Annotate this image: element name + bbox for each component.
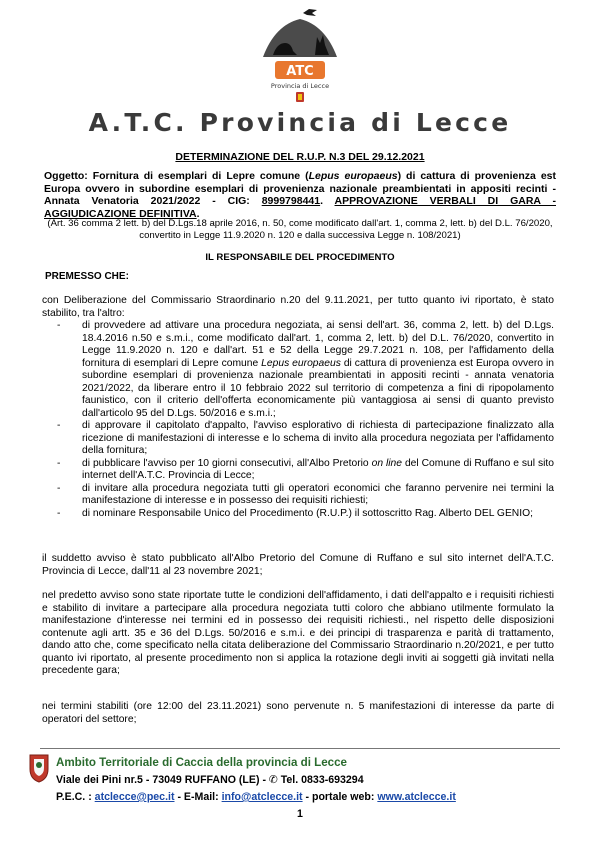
list-item: - di invitare alla procedura negoziata tutti gli operatori economici che faranno pervenire nei termini la manifestazione di interesse e in possesso dei requisiti richiesti; bbox=[57, 482, 554, 506]
footer-org-name: Ambito Territoriale di Caccia della provincia di Lecce bbox=[56, 756, 348, 769]
logo-subtitle: Provincia di Lecce bbox=[270, 82, 330, 90]
resolution-list bbox=[42, 320, 554, 520]
responsabile-heading: IL RESPONSABILE DEL PROCEDIMENTO bbox=[205, 252, 395, 263]
bird-icon bbox=[303, 9, 317, 16]
approval-heading: APPROVAZIONE VERBALI DI GARA - AGGIUDICAZIONE DEFINITIVA bbox=[44, 195, 556, 220]
list-item: - di nominare Responsabile Unico del Procedimento (R.U.P.) il sottoscritto Rag. Alberto DEL GENIO; bbox=[57, 507, 533, 519]
species-name: Lepus europaeus bbox=[308, 170, 398, 182]
crest-icon bbox=[28, 753, 50, 783]
list-item: - di pubblicare l'avviso per 10 giorni consecutivi, all'Albo Pretorio on line del Comune di Ruffano e sul sito internet dell'A.T.C. Provincia di Lecce; bbox=[57, 457, 554, 481]
atc-logo bbox=[245, 5, 355, 105]
legal-reference: (Art. 36 comma 2 lett. b) del D.Lgs.18 aprile 2016, n. 50, come modificato dall'art. 1, comma 2, lett. b) del D.L. 76/2020, convertito in Legge 11.9.2020 n. 120 e dalla successiva Legge n. 108/2021) bbox=[47, 218, 553, 241]
footer-contacts: P.E.C. : atclecce@pec.it - E-Mail: info@atclecce.it - portale web: www.atclecce.it bbox=[56, 791, 456, 803]
cig-code: 8999798441 bbox=[261, 195, 321, 208]
determination-title: DETERMINAZIONE DEL R.U.P. N.3 DEL 29.12.2021 bbox=[175, 151, 425, 163]
paragraph-termini: nei termini stabiliti (ore 12:00 del 23.11.2021) sono pervenute n. 5 manifestazioni di interesse da parte di operatori del settore; bbox=[42, 701, 554, 725]
list-item: - di provvedere ad attivare una procedura negoziata, ai sensi dell'art. 36, comma 2, lett. b) del D.Lgs. 18.4.2016 n.50 e s.m.i., come modificato dall'art. 1, comma 2, lett. b) del D.L. 76/2020, convertito in Legge 11.9.2020 n. 120 e dall'art. 51 e 52 della Legge 29.7.2021 n. 108, per l'affidamento della fornitura di esemplari di Lepre comune Lepus europaeus di cattura di provenienza est Europa ovvero in subordine esemplari di provenienza nazionale preambientati in appositi recinti - annata venatoria 2021/2022, da liberare entro il 10 febbraio 2022 sul territorio di competenza a fini di ripopolamento faunistico, con il criterio dell'offerta economicamente più vantaggiosa ai sensi di quanto previsto dall'articolo 95 del D.Lgs. 50/2016 e s.m.i.; bbox=[57, 320, 554, 419]
footer-address: Viale dei Pini nr.5 - 73049 RUFFANO (LE) - ✆ Tel. 0833-693294 bbox=[56, 774, 364, 786]
subject-block: Oggetto: Fornitura di esemplari di Lepre comune (Lepus europaeus) di cattura di provenienza est Europa ovvero in subordine esemplari di provenienza nazionale preambientati in appositi recinti - Annata Venatoria 2021/2022 - CIG: 8999798441. APPROVAZIONE VERBALI DI GARA - AGGIUDICAZIONE DEFINITIVA. bbox=[44, 170, 556, 220]
email-link[interactable]: info@atclecce.it bbox=[221, 791, 303, 803]
org-title: A.T.C. Provincia di Lecce bbox=[88, 108, 512, 137]
premesso-heading: PREMESSO CHE: bbox=[45, 271, 129, 282]
footer-divider bbox=[40, 748, 560, 749]
list-item: - di approvare il capitolato d'appalto, l'avviso esplorativo di richiesta di partecipazione finalizzato alla ricezione di manifestazioni di interesse e lo schema di invito alla procedura negoziata per l'affidamento della fornitura; bbox=[57, 420, 554, 456]
paragraph-avviso: il suddetto avviso è stato pubblicato all'Albo Pretorio del Comune di Ruffano e sul sito internet dell'A.T.C. Provincia di Lecce, dall'11 al 23 novembre 2021; bbox=[42, 553, 554, 577]
paragraph-predetto: nel predetto avviso sono state riportate tutte le condizioni dell'affidamento, i dati dell'appalto e i requisiti richiesti e stabilito di invitare a partecipare alla procedura negoziata tutti coloro che abbiano utilmente formulato la manifestazione d'interesse nei termini ed in possesso dei requisiti richiesti., nel rispetto delle disposizioni contenute agli artt. 35 e 36 del D.Lgs. 50/2016 e s.m.i. e dei principi di trasparenza e parità di trattamento, dando atto che, come specificato nella citata deliberazione del Commissario Straordinario n.20/2021, e per tutto quanto ivi riportato, al presente procedimento non si applica la rotazione degli inviti ai soggetti già invitati nella precedente gara; bbox=[42, 590, 554, 676]
logo-text: ATC bbox=[286, 64, 314, 79]
paragraph-deliberazione: con Deliberazione del Commissario Straordinario n.20 del 9.11.2021, per tutto quanto ivi riportato, è stato stabilito, tra l'altro: bbox=[42, 295, 554, 319]
pec-link[interactable]: atclecce@pec.it bbox=[94, 791, 175, 803]
website-link[interactable]: www.atclecce.it bbox=[377, 791, 456, 803]
page-number: 1 bbox=[297, 808, 303, 820]
